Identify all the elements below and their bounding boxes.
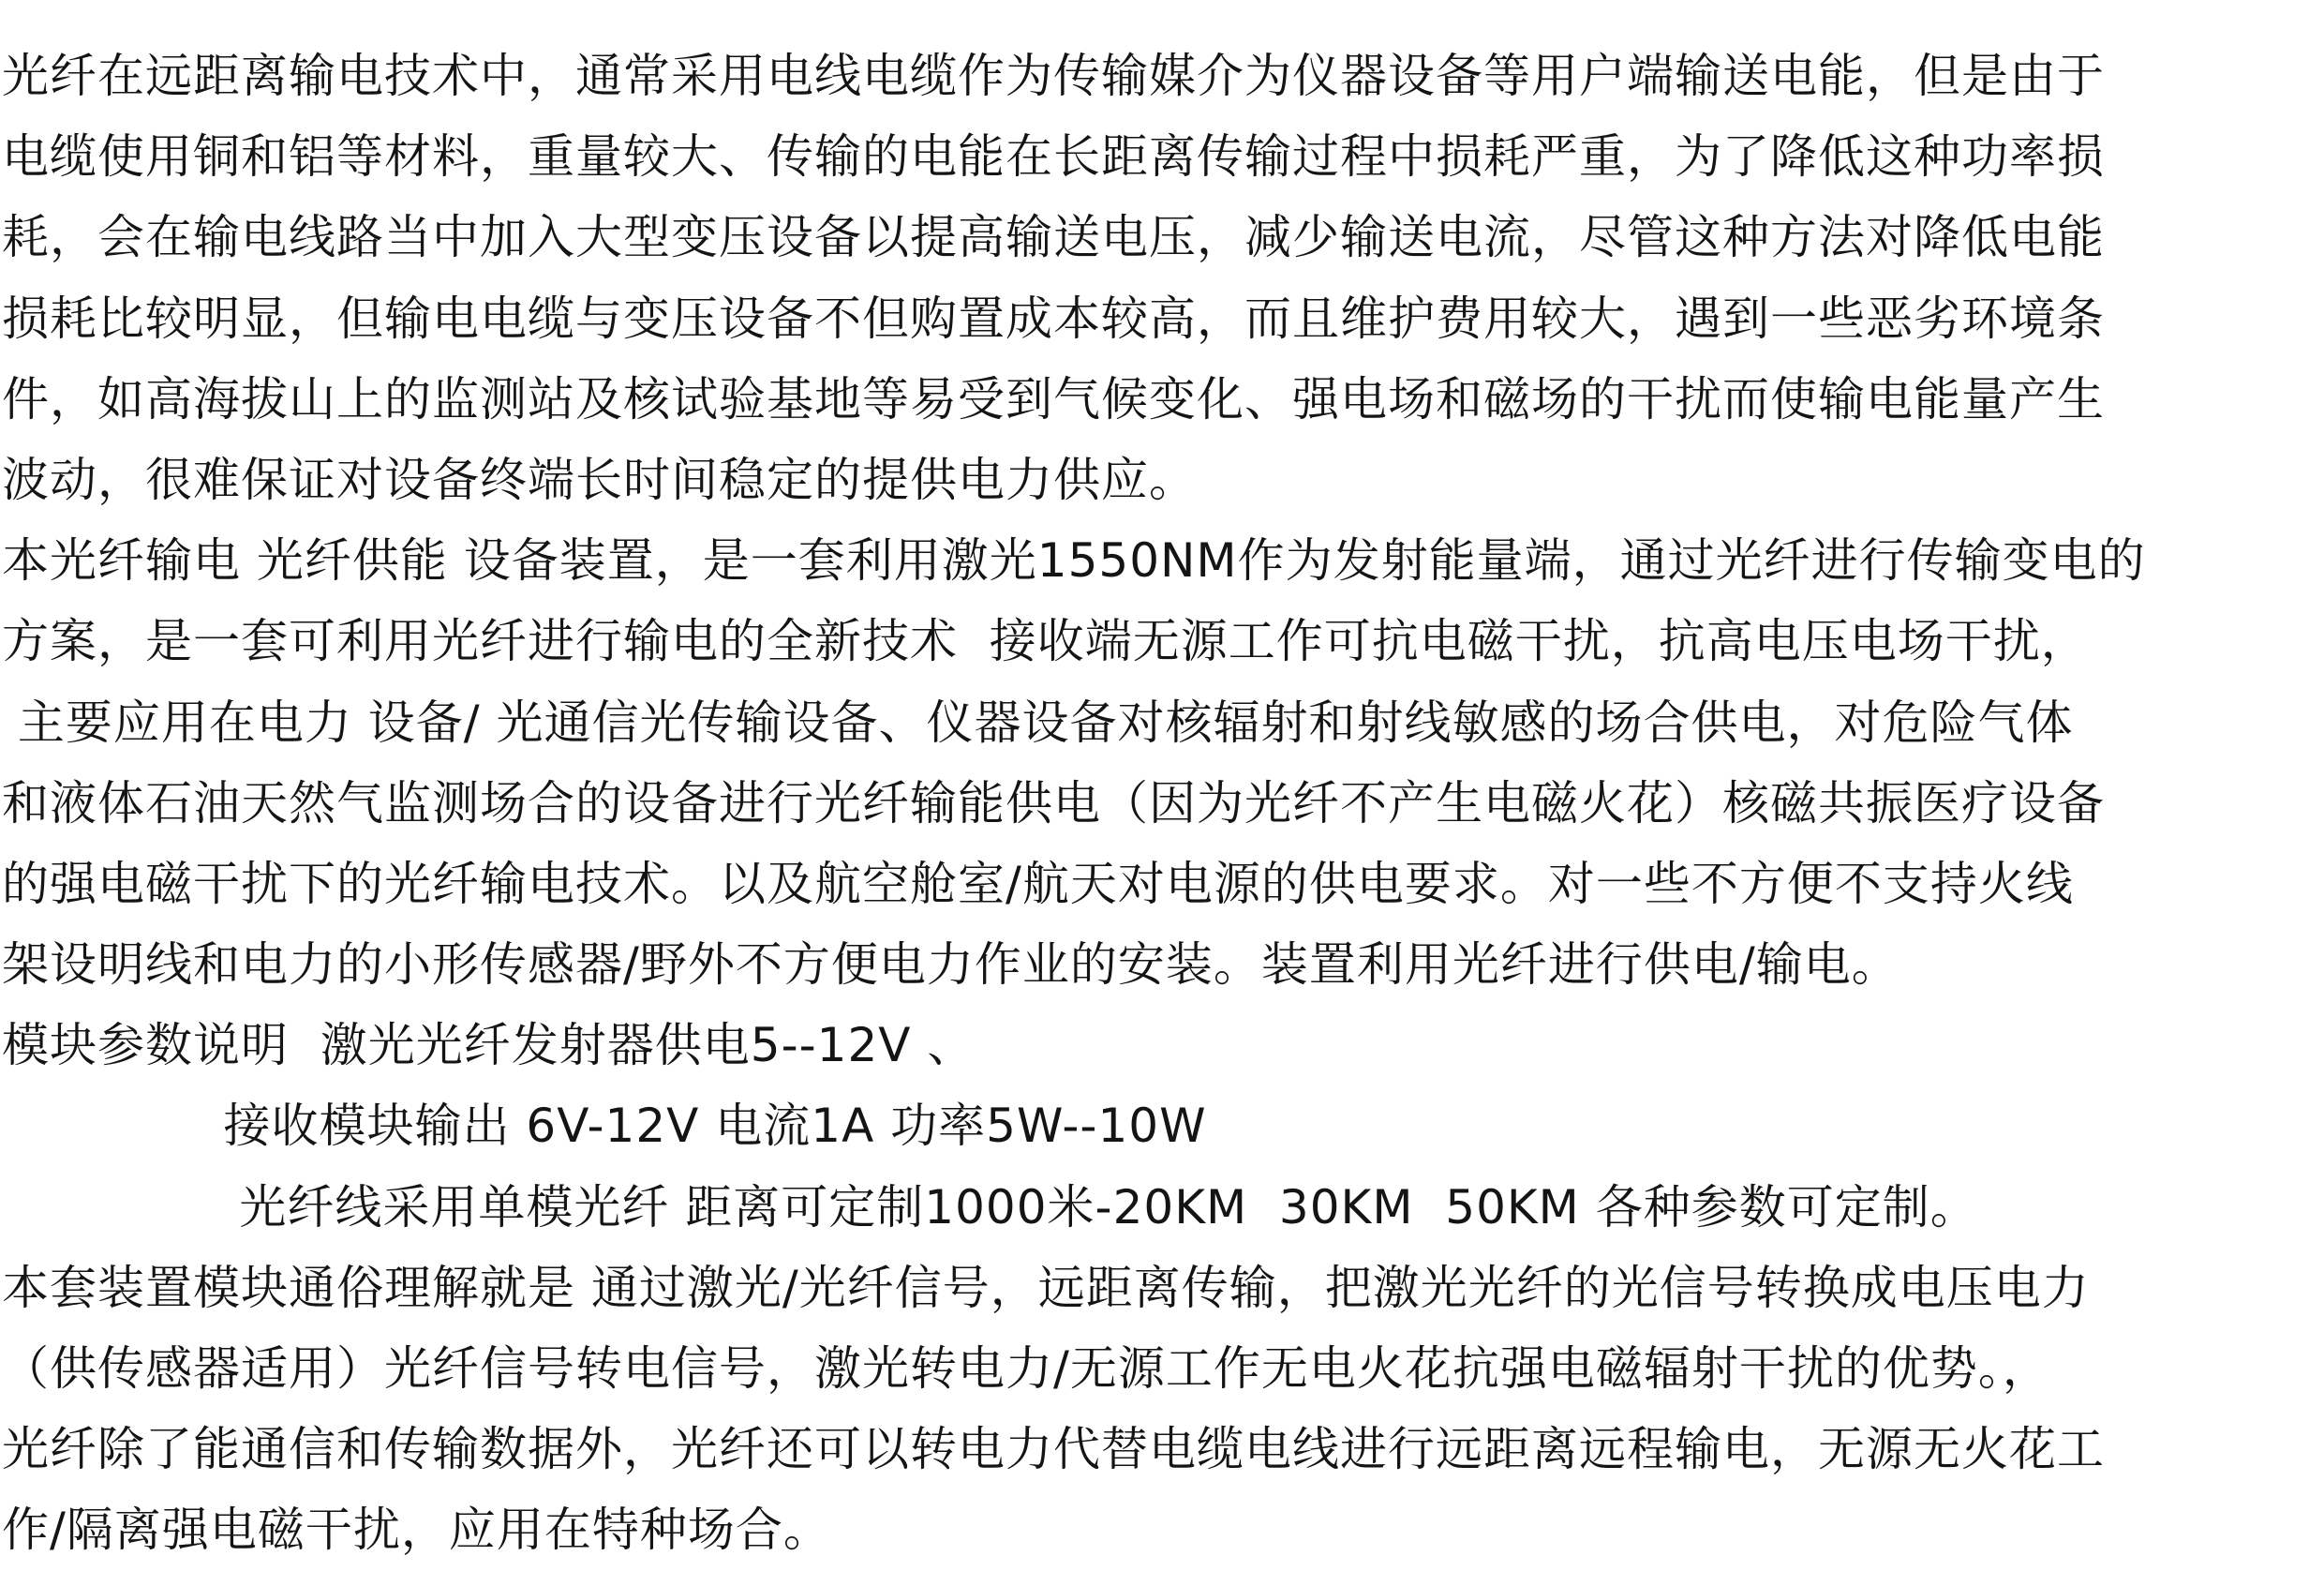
text-line: 的强电磁干扰下的光纤输电技术。以及航空舱室/航天对电源的供电要求。对一些不方便不支持火线 [2, 856, 2074, 911]
text-line: 接收模块输出 6V-12V 电流1A 功率5W--10W [2, 1099, 1207, 1154]
text-line: 方案，是一套可利用光纤进行输电的全新技术 接收端无源工作可抗电磁干扰，抗高电压电场干扰， [2, 614, 2089, 669]
text-line: 光纤线采用单模光纤 距离可定制1000米-20KM 30KM 50KM 各种参数可定制。 [2, 1179, 1978, 1234]
text-line: 波动，很难保证对设备终端长时间稳定的提供电力供应。 [2, 452, 1197, 507]
text-line: 光纤在远距离输电技术中，通常采用电线电缆作为传输媒介为仪器设备等用户端输送电能，但是由于 [2, 49, 2105, 103]
text-line: 主要应用在电力 设备/ 光通信光传输设备、仪器设备对核辐射和射线敏感的场合供电，对危险气体 [2, 695, 2074, 750]
text-line: 本光纤输电 光纤供能 设备装置，是一套利用激光1550NM作为发射能量端，通过光纤进行传输变电的 [2, 533, 2146, 589]
text-line: 作/隔离强电磁干扰，应用在特种场合。 [2, 1503, 831, 1558]
text-line: 本套装置模块通俗理解就是 通过激光/光纤信号，远距离传输，把激光光纤的光信号转换成电压电力 [2, 1260, 2090, 1315]
text-line: 光纤除了能通信和传输数据外，光纤还可以转电力代替电缆电线进行远距离远程输电，无源无火花工 [2, 1422, 2105, 1477]
text-line: 和液体石油天然气监测场合的设备进行光纤输能供电（因为光纤不产生电磁火花）核磁共振医疗设备 [2, 775, 2105, 830]
text-line: 耗，会在输电线路当中加入大型变压设备以提高输送电压，减少输送电流，尽管这种方法对降低电能 [2, 210, 2105, 265]
text-line: 损耗比较明显，但输电电缆与变压设备不但购置成本较高，而且维护费用较大，遇到一些恶劣环境条 [2, 291, 2105, 346]
text-line: 模块参数说明 激光光纤发射器供电5--12V 、 [2, 1018, 976, 1073]
text-line: 电缆使用铜和铝等材料，重量较大、传输的电能在长距离传输过程中损耗严重，为了降低这种功率损 [2, 129, 2105, 185]
text-line: （供传感器适用）光纤信号转电信号，激光转电力/无源工作无电火花抗强电磁辐射干扰的优势。， [2, 1341, 2050, 1396]
text-line: 架设明线和电力的小形传感器/野外不方便电力作业的安装。装置利用光纤进行供电/输电。 [2, 937, 1899, 993]
text-line: 件，如高海拔山上的监测站及核试验基地等易受到气候变化、强电场和磁场的干扰而使输电能量产生 [2, 371, 2105, 426]
